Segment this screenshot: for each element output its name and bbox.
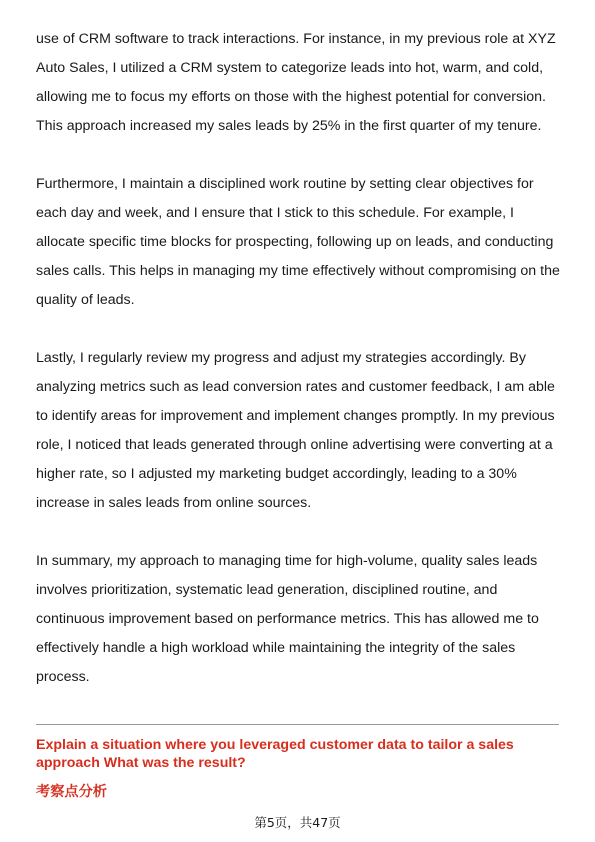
page-indicator: 第5页，共47页 [254, 815, 341, 830]
question-heading: Explain a situation where you leveraged customer data to tailor a sales approach What was the result? [36, 737, 514, 771]
answer-paragraph-1: use of CRM software to track interactions. For instance, in my previous role at XYZ Auto Sales, I utilized a CRM system to categorize leads into hot, warm, and cold, allowing me to focus my efforts on those with the highest potential for conversion. This approach increased my sales leads by 25% in the first quarter of my tenure. [36, 31, 556, 134]
answer-body [36, 25, 560, 703]
analysis-label: 考察点分析 [36, 784, 107, 800]
section-divider [36, 724, 559, 725]
answer-paragraph-4: In summary, my approach to managing time for high-volume, quality sales leads involves prioritization, systematic lead generation, disciplined routine, and continuous improvement based on performance metrics. This has allowed me to effectively handle a high workload while maintaining the integrity of the sales process. [36, 553, 539, 685]
answer-paragraph-3: Lastly, I regularly review my progress and adjust my strategies accordingly. By analyzing metrics such as lead conversion rates and customer feedback, I am able to identify areas for improvement and implement changes promptly. In my previous role, I noticed that leads generated through online advertising were converting at a higher rate, so I adjusted my marketing budget accordingly, leading to a 30% increase in sales leads from online sources. [36, 350, 555, 511]
answer-paragraph-2: Furthermore, I maintain a disciplined work routine by setting clear objectives for each day and week, and I ensure that I stick to this schedule. For example, I allocate specific time blocks for prospecting, following up on leads, and conducting sales calls. This helps in managing my time effectively without compromising on the quality of leads. [36, 176, 560, 308]
